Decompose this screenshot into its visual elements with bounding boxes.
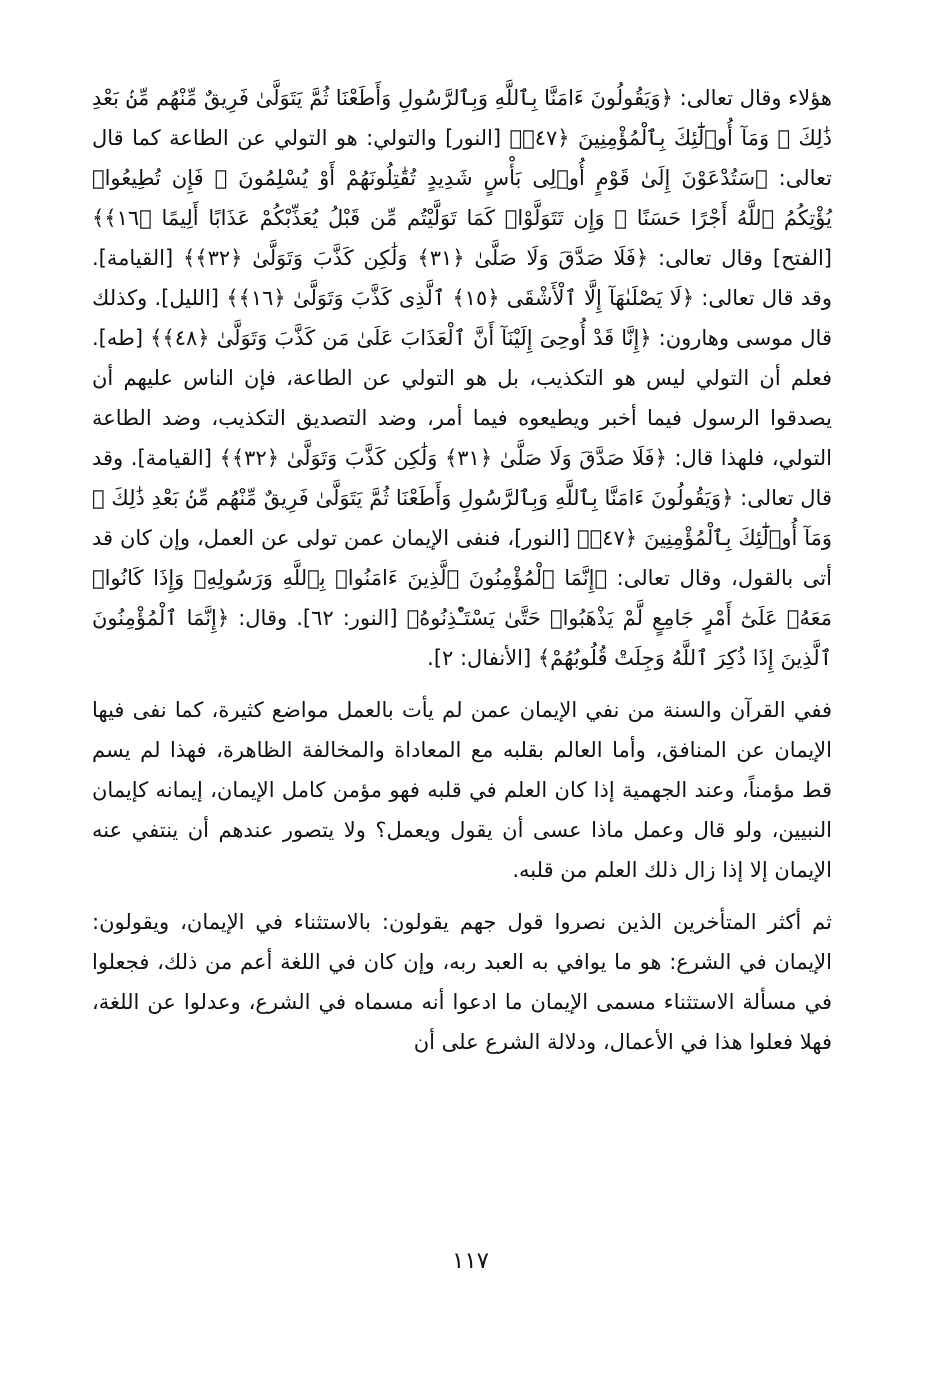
- paragraph-1: هؤلاء وقال تعالى: ﴿وَيَقُولُونَ ءَامَنَّا بِٱللَّهِ وَبِٱلرَّسُولِ وَأَطَعْنَا ثُمَّ يَتَوَلَّىٰ فَرِيقٌ مِّنْهُم مِّنۢ بَعْدِ ذَٰلِكَ ۚ وَمَآ أُو۟لَٰٓئِكَ بِٱلْمُؤْمِنِينَ ﴿٤٧﴾﴾ [النور] والتولي: هو التولي عن الطاعة كما قال تعالى: ﴿سَتُدْعَوْنَ إِلَىٰ قَوْمٍ أُو۟لِى بَأْسٍ شَدِيدٍ تُقَٰتِلُونَهُمْ أَوْ يُسْلِمُونَ ۖ فَإِن تُطِيعُوا۟ يُؤْتِكُمُ ٱللَّهُ أَجْرًا حَسَنًا ۖ وَإِن تَتَوَلَّوْا۟ كَمَا تَوَلَّيْتُم مِّن قَبْلُ يُعَذِّبْكُمْ عَذَابًا أَلِيمًا ﴿١٦﴾﴾ [الفتح] وقال تعالى: ﴿فَلَا صَدَّقَ وَلَا صَلَّىٰ ﴿٣١﴾ وَلَٰكِن كَذَّبَ وَتَوَلَّىٰ ﴿٣٢﴾﴾ [القيامة]. وقد قال تعالى: ﴿لَا يَصْلَىٰهَآ إِلَّا ٱلْأَشْقَى ﴿١٥﴾ ٱلَّذِى كَذَّبَ وَتَوَلَّىٰ ﴿١٦﴾﴾ [الليل]. وكذلك قال موسى وهارون: ﴿إِنَّا قَدْ أُوحِىَ إِلَيْنَآ أَنَّ ٱلْعَذَابَ عَلَىٰ مَن كَذَّبَ وَتَوَلَّىٰ ﴿٤٨﴾﴾ [طه]. فعلم أن التولي ليس هو التكذيب، بل هو التولي عن الطاعة، فإن الناس عليهم أن يصدقوا الرسول فيما أخبر ويطيعوه فيما أمر، وضد التصديق التكذيب، وضد الطاعة التولي، فلهذا قال: ﴿فَلَا صَدَّقَ وَلَا صَلَّىٰ ﴿٣١﴾ وَلَٰكِن كَذَّبَ وَتَوَلَّىٰ ﴿٣٢﴾﴾ [القيامة]. وقد قال تعالى: ﴿وَيَقُولُونَ ءَامَنَّا بِٱللَّهِ وَبِٱلرَّسُولِ وَأَطَعْنَا ثُمَّ يَتَوَلَّىٰ فَرِيقٌ مِّنْهُم مِّنۢ بَعْدِ ذَٰلِكَ ۚ وَمَآ أُو۟لَٰٓئِكَ بِٱلْمُؤْمِنِينَ ﴿٤٧﴾﴾ [النور]، فنفى الإيمان عمن تولى عن العمل، وإن كان قد أتى بالقول، وقال تعالى: ﴿إِنَّمَا ٱلْمُؤْمِنُونَ ٱلَّذِينَ ءَامَنُوا۟ بِٱللَّهِ وَرَسُولِهِۦ وَإِذَا كَانُوا۟ مَعَهُۥ عَلَىٰٓ أَمْرٍ جَامِعٍ لَّمْ يَذْهَبُوا۟ حَتَّىٰ يَسْتَـْٔذِنُوهُ﴾ [النور: ٦٢]. وقال: ﴿إِنَّمَا ٱلْمُؤْمِنُونَ ٱلَّذِينَ إِذَا ذُكِرَ ٱللَّهُ وَجِلَتْ قُلُوبُهُمْ﴾ [الأنفال: ٢].: [92, 86, 833, 670]
- paragraph-2: ففي القرآن والسنة من نفي الإيمان عمن لم يأت بالعمل مواضع كثيرة، كما نفى فيها الإيمان عن المنافق، وأما العالم بقلبه مع المعاداة والمخالفة الظاهرة، فهذا لم يسم قط مؤمناً، وعند الجهمية إذا كان العلم في قلبه فهو مؤمن كامل الإيمان، إيمانه كإيمان النبيين، ولو قال وعمل ماذا عسى أن يقول ويعمل؟ ولا يتصور عندهم أن ينتفي عنه الإيمان إلا إذا زال ذلك العلم من قلبه.: [92, 698, 832, 882]
- page-body: [92, 78, 832, 1062]
- page-number: ١١٧: [451, 1248, 490, 1274]
- paragraph-3: ثم أكثر المتأخرين الذين نصروا قول جهم يقولون: بالاستثناء في الإيمان، ويقولون: الإيمان في الشرع: هو ما يوافي به العبد ربه، وإن كان في اللغة أعم من ذلك، فجعلوا في مسألة الاستثناء مسمى الإيمان ما ادعوا أنه مسماه في الشرع، وعدلوا عن اللغة، فهلا فعلوا هذا في الأعمال، ودلالة الشرع على أن: [92, 910, 832, 1054]
